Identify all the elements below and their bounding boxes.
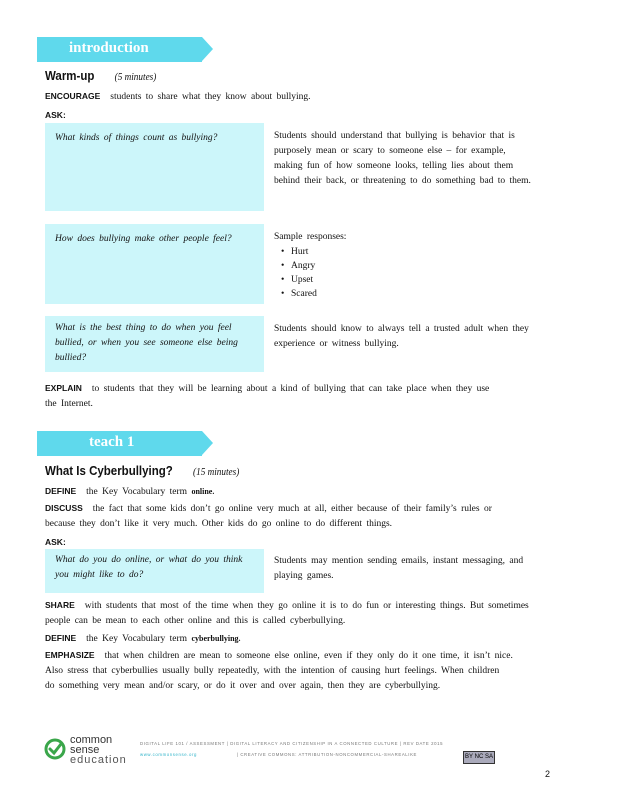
answer-intro: Sample responses:	[274, 232, 347, 242]
section-heading	[45, 464, 239, 478]
heading-title: Warm-up	[45, 69, 95, 83]
logo-check-icon	[44, 738, 66, 760]
share-keyword: SHARE	[45, 600, 75, 610]
share-paragraph	[45, 598, 565, 629]
ask-label: ASK:	[45, 110, 66, 120]
answer-text: Students should understand that bullying is behavior that is purposely mean or scary to someone else – for example, making fun of how someone looks, telling lies about them behind their back, or threatening to do something bad to them.	[274, 131, 531, 186]
question-box	[45, 123, 264, 211]
creative-commons-badge: BY NC SA	[463, 751, 495, 764]
discuss-paragraph	[45, 501, 555, 532]
section-banner-introduction	[37, 37, 202, 62]
encourage-keyword: ENCOURAGE	[45, 91, 101, 101]
emphasize-keyword: EMPHASIZE	[45, 650, 95, 660]
discuss-text: because they don’t like it very much. Other kids do go online to do different things.	[45, 519, 393, 529]
emphasize-text: that when children are mean to someone else online, even if they only do it one time, it isn’t nice.	[104, 651, 513, 661]
question-text: What do you do online, or what do you think you might like to do?	[55, 555, 243, 580]
answer-text: Students may mention sending emails, instant messaging, and playing games.	[274, 556, 524, 581]
section-banner-teach	[37, 431, 202, 456]
answer-block	[274, 230, 536, 301]
define-keyword: DEFINE	[45, 486, 77, 496]
vocabulary-term: online.	[191, 487, 215, 496]
share-text: with students that most of the time when they go online it is to do fun or interesting things. But sometimes	[84, 601, 529, 611]
heading-title: What Is Cyberbullying?	[45, 464, 173, 478]
question-text: What kinds of things count as bullying?	[55, 133, 218, 143]
banner-label: teach 1	[89, 434, 135, 450]
emphasize-text: Also stress that cyberbullies usually bully repeatedly, with the intention of causing hurt feelings. When children	[45, 666, 500, 676]
logo-wordmark	[70, 735, 127, 765]
logo-line: sense	[70, 744, 100, 756]
emphasize-paragraph	[45, 648, 565, 694]
ask-label: ASK:	[45, 537, 66, 547]
discuss-text: the fact that some kids don’t go online very much at all, either because of their family’s rules or	[92, 504, 492, 514]
footer-url[interactable]: www.commonsense.org	[140, 752, 198, 757]
heading-time: (5 minutes)	[114, 72, 157, 83]
discuss-keyword: DISCUSS	[45, 503, 83, 513]
question-box	[45, 549, 264, 593]
section-heading	[45, 69, 156, 83]
explain-text: to students that they will be learning about a kind of bullying that can take place when they use	[91, 384, 490, 394]
footer-license	[140, 752, 417, 757]
explain-keyword: EXPLAIN	[45, 383, 82, 393]
define-paragraph	[45, 484, 555, 500]
logo-line: education	[70, 754, 127, 766]
answer-list-item: • Scared	[291, 287, 536, 301]
answer-list-item: • Upset	[291, 273, 536, 287]
define-paragraph	[45, 631, 555, 647]
question-text: How does bullying make other people feel?	[55, 234, 232, 244]
explain-text: the Internet.	[45, 399, 93, 409]
define-text: the Key Vocabulary term	[86, 487, 188, 497]
vocabulary-term: cyberbullying.	[191, 634, 241, 643]
answer-list	[274, 245, 536, 301]
answer-list-item: • Hurt	[291, 245, 536, 259]
emphasize-text: do something very mean and/or scary, or do it over and over again, then they are cyberbullying.	[45, 681, 441, 691]
logo-line: common	[70, 734, 113, 746]
question-box	[45, 316, 264, 372]
page-number: 2	[545, 769, 551, 779]
footer-license-text: | CREATIVE COMMONS: ATTRIBUTION-NONCOMMERCIAL-SHAREALIKE	[236, 752, 417, 757]
share-text: people can be mean to each other online and this is called cyberbullying.	[45, 616, 346, 626]
common-sense-logo	[44, 735, 129, 769]
question-text: What is the best thing to do when you feel bullied, or when you see someone else being bullied?	[55, 323, 238, 363]
define-keyword: DEFINE	[45, 633, 77, 643]
footer-credits: DIGITAL LIFE 101 / ASSESSMENT | DIGITAL LITERACY AND CITIZENSHIP IN A CONNECTED CULTURE | REV DATE 2015	[140, 741, 444, 746]
define-text: the Key Vocabulary term	[86, 634, 188, 644]
encourage-paragraph	[45, 89, 555, 105]
answer-text: Students should know to always tell a trusted adult when they experience or witness bullying.	[274, 324, 529, 349]
heading-time: (15 minutes)	[193, 467, 240, 478]
banner-label: introduction	[69, 40, 149, 56]
explain-paragraph	[45, 381, 555, 412]
question-box	[45, 224, 264, 304]
encourage-text: students to share what they know about bullying.	[110, 92, 311, 102]
answer-list-item: • Angry	[291, 259, 536, 273]
